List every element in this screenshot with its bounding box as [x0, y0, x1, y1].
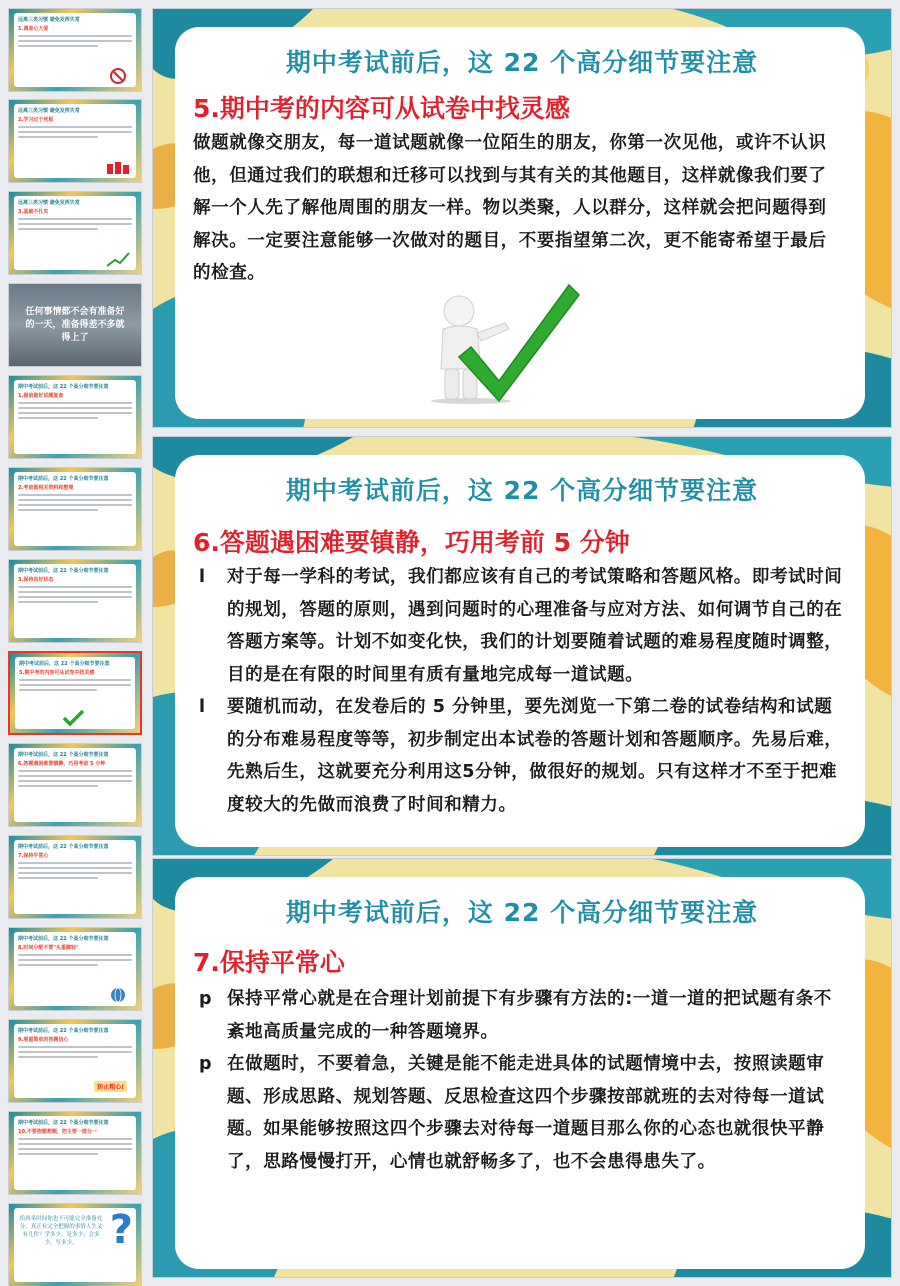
bullet-text: 要随机而动，在发卷后的 5 分钟里，要先浏览一下第二卷的试卷结构和试题的分布难易程度等等，初步制定出本试卷的答题计划和答题顺序。先易后难，先熟后生，这就要充分利用这5分钟，做很好的规划。只有这样才不至于把难度较大的先做而浪费了时间和精力。 — [227, 697, 843, 815]
thumb-heading: 远离三类习惯 避免发挥失常 — [18, 108, 80, 114]
thumb-subheading: 2.学习过于死板 — [18, 117, 54, 123]
slide-thumbnail-7[interactable] — [8, 559, 142, 643]
thumb-badge: 防止粗心! — [94, 1081, 127, 1092]
slide-thumbnail-3[interactable] — [8, 191, 142, 275]
thumb-subheading: 3.保持良好状态 — [18, 577, 54, 583]
thumb-question-text: 给再多时间你也不可能完全准备充分，真正有完全把握的事情人生又有几件？学多少，是多少；会多少，写多少。 — [19, 1216, 103, 1246]
thumb-heading: 远离三类习惯 避免发挥失常 — [18, 17, 80, 23]
person-with-checkmark-illustration — [401, 277, 581, 405]
slide-thumbnail-1[interactable] — [8, 8, 142, 92]
thumb-heading: 期中考试前后，这 22 个高分细节要注意 — [18, 752, 109, 758]
section-title: 5.期中考的内容可从试卷中找灵感 — [193, 94, 570, 123]
thumb-heading: 期中考试前后，这 22 个高分细节要注意 — [18, 1120, 109, 1126]
bullet-item — [199, 561, 845, 691]
slide-7[interactable] — [152, 858, 892, 1278]
thumb-heading: 期中考试前后，这 22 个高分细节要注意 — [18, 384, 109, 390]
checkmark-icon — [60, 709, 86, 727]
thumb-quote: 任何事情都不会有准备好的一天，准备得差不多就得上了 — [25, 307, 125, 343]
bullet-marker: l — [199, 697, 206, 717]
trend-arrow-icon — [105, 250, 131, 268]
bullet-list — [199, 983, 845, 1178]
slide-thumbnail-9[interactable] — [8, 743, 142, 827]
section-title: 7.保持平常心 — [193, 948, 345, 977]
thumb-subheading: 1.调查心大爱 — [18, 26, 49, 32]
thumb-subheading: 5.期中考的内容可从试卷中找灵感 — [19, 670, 95, 676]
thumb-heading: 期中考试前后，这 22 个高分细节要注意 — [18, 1028, 109, 1034]
slide-thumbnail-11[interactable] — [8, 927, 142, 1011]
bullet-text: 在做题时，不要着急，关键是能不能走进具体的试题情境中去，按照读题审题、形成思路、规划答题、反思检查这四个步骤按部就班的去对待每一道试题。如果能够按照这四个步骤去对待每一道题目那么你的心态也就很快平静了，思路慢慢打开，心情也就舒畅多了，也不会患得患失了。 — [227, 1054, 825, 1172]
section-title: 6.答题遇困难要镇静，巧用考前 5 分钟 — [193, 528, 630, 557]
thumb-heading: 期中考试前后，这 22 个高分细节要注意 — [19, 661, 110, 667]
thumb-subheading: 3.基础不扎实 — [18, 209, 49, 215]
bullet-item — [199, 691, 845, 821]
thumb-heading: 期中考试前后，这 22 个高分细节要注意 — [18, 476, 109, 482]
thumb-heading: 期中考试前后，这 22 个高分细节要注意 — [18, 568, 109, 574]
question-mark-icon: ? — [109, 1207, 133, 1253]
thumb-subheading: 8.时间分配不要"头重脚轻" — [18, 945, 79, 951]
slide-thumbnail-13[interactable] — [8, 1111, 142, 1195]
thumb-heading: 远离三类习惯 避免发挥失常 — [18, 200, 80, 206]
bullet-marker: p — [199, 1054, 213, 1074]
thumb-heading: 期中考试前后，这 22 个高分细节要注意 — [18, 936, 109, 942]
globe-icon — [105, 986, 131, 1004]
slide-thumbnail-2[interactable] — [8, 99, 142, 183]
bullet-list — [199, 561, 845, 821]
thumb-subheading: 6.答题遇困难要镇静，巧用考前 5 分钟 — [18, 761, 106, 767]
thumb-subheading: 7.保持平常心 — [18, 853, 49, 859]
thumb-subheading: 9.看重简单的答题信心 — [18, 1037, 69, 1043]
slide-thumbnail-12[interactable] — [8, 1019, 142, 1103]
thumb-subheading: 10.不要抱题想题，把主要一部分一 — [18, 1129, 97, 1135]
thumb-heading: 期中考试前后，这 22 个高分细节要注意 — [18, 844, 109, 850]
thumb-subheading: 2.考前做相关资料和整理 — [18, 485, 74, 491]
no-sign-icon — [105, 67, 131, 85]
bullet-item — [199, 983, 845, 1048]
slide-thumbnail-8[interactable] — [8, 651, 142, 735]
slide-thumbnail-10[interactable] — [8, 835, 142, 919]
body-paragraph: 做题就像交朋友，每一道试题就像一位陌生的朋友，你第一次见他，或许不认识他，但通过我们的联想和迁移可以找到与其有关的其他题目，这样就像我们要了解一个人先了解他周围的朋友一样。物以类聚，人以群分，这样就会把问题得到解决。一定要注意能够一次做对的题目，不要指望第二次，更不能寄希望于最后的检查。 — [193, 133, 827, 283]
slide-thumbnail-6[interactable] — [8, 467, 142, 551]
slide-thumbnail-14[interactable] — [8, 1203, 142, 1286]
bullet-item — [199, 1048, 845, 1178]
bullet-text: 对于每一学科的考试，我们都应该有自己的考试策略和答题风格。即考试时间的规划，答题的原则，遇到问题时的心理准备与应对方法、如何调节自己的在答题方案等。计划不如变化快，我们的计划要随着试题的难易程度随时调整，目的是在有限的时间里有质有量地完成每一道试题。 — [227, 567, 843, 685]
slide-5[interactable] — [152, 8, 892, 428]
slide-title: 期中考试前后，这 22 个高分细节要注意 — [285, 898, 759, 927]
slide-thumbnail-5[interactable] — [8, 375, 142, 459]
bullet-marker: l — [199, 567, 206, 587]
slide-title: 期中考试前后，这 22 个高分细节要注意 — [285, 476, 759, 505]
thumb-subheading: 1.提前做好试题复查 — [18, 393, 64, 399]
slide-thumbnail-4[interactable] — [8, 283, 142, 367]
slide-title: 期中考试前后，这 22 个高分细节要注意 — [285, 48, 759, 77]
bullet-text: 保持平常心就是在合理计划前提下有步骤有方法的:一道一道的把试题有条不紊地高质量完成的一种答题境界。 — [227, 989, 832, 1042]
bullet-marker: p — [199, 989, 213, 1009]
slide-6[interactable] — [152, 436, 892, 856]
figures-icon — [105, 158, 131, 176]
